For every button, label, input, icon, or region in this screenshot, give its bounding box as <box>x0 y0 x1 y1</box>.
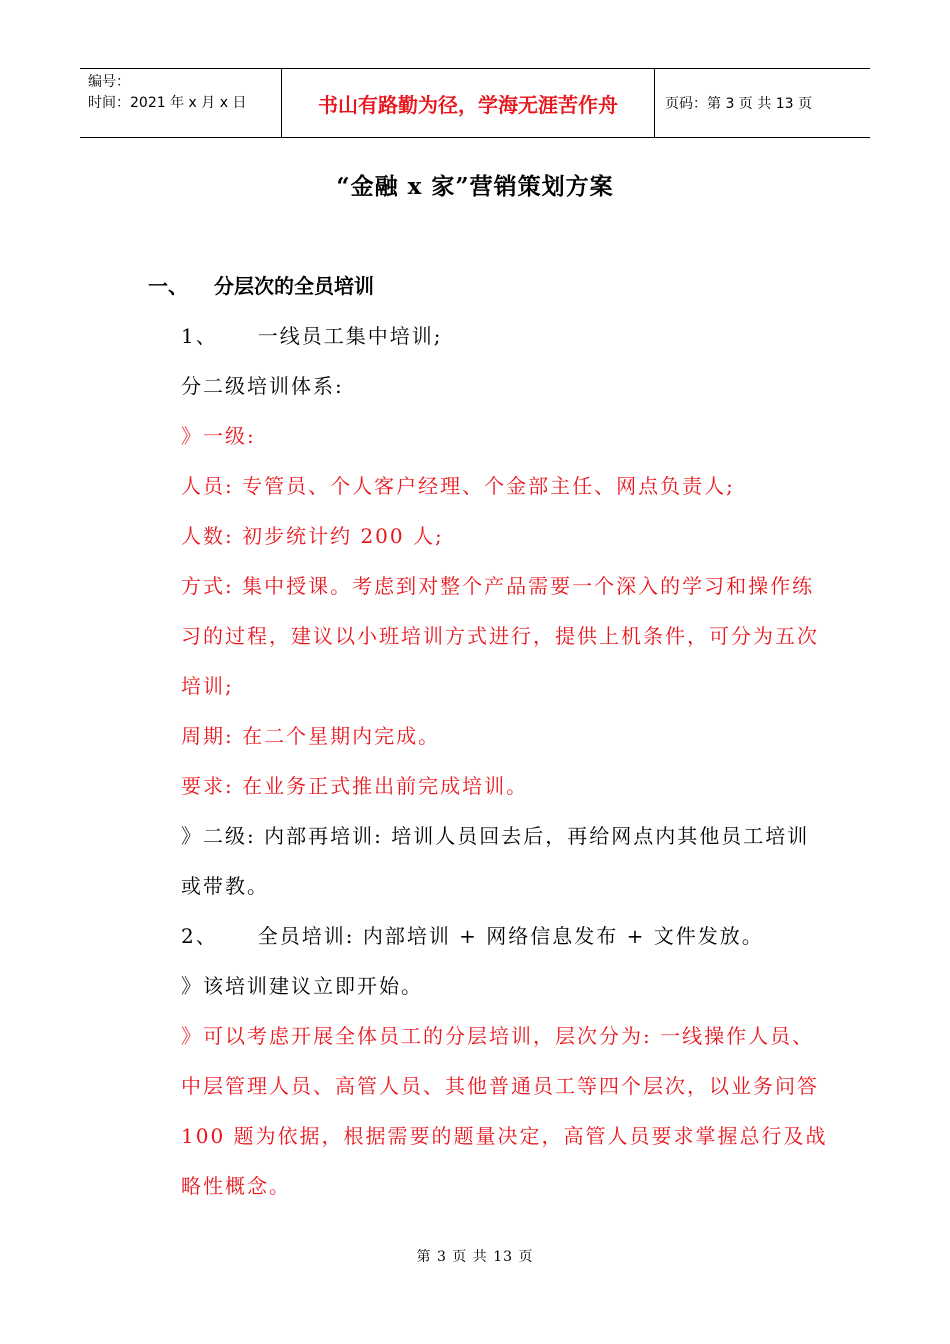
paragraph-line: 》可以考虑开展全体员工的分层培训，层次分为: 一线操作人员、 <box>181 1024 815 1048</box>
paragraph-line: 周期: 在二个星期内完成。 <box>181 724 441 748</box>
paragraph-line: 人员: 专管员、个人客户经理、个金部主任、网点负责人; <box>181 474 735 498</box>
paragraph-line: 或带教。 <box>181 874 269 898</box>
paragraph-line: 要求: 在业务正式推出前完成培训。 <box>181 774 529 798</box>
item-number: 1、 <box>181 324 218 348</box>
paragraph-line: 分二级培训体系: <box>181 374 344 398</box>
item-text: 一线员工集中培训; <box>257 324 443 348</box>
paragraph-line: 》该培训建议立即开始。 <box>181 974 423 998</box>
paragraph-line: 习的过程，建议以小班培训方式进行，提供上机条件，可分为五次 <box>181 624 819 648</box>
paragraph-line: 100 题为依据，根据需要的题量决定，高管人员要求掌握总行及战 <box>181 1124 828 1148</box>
section-number: 一、 <box>148 274 188 298</box>
page-footer: 第 3 页 共 13 页 <box>416 1249 534 1265</box>
serial-label: 编号： <box>88 74 130 90</box>
section-heading <box>148 270 374 299</box>
page-label: 页码：第 3 页 共 13 页 <box>665 96 812 112</box>
header-meta <box>80 69 282 137</box>
motto: 书山有路勤为径，学海无涯苦作舟 <box>282 69 655 137</box>
paragraph-line: 中层管理人员、高管人员、其他普通员工等四个层次，以业务问答 <box>181 1074 819 1098</box>
document-title: “金融 x 家”营销策划方案 <box>336 173 614 200</box>
paragraph-line: 人数: 初步统计约 200 人; <box>181 524 444 548</box>
list-item-1 <box>181 320 442 349</box>
section-heading-text: 分层次的全员培训 <box>214 274 374 298</box>
paragraph-line: 方式: 集中授课。考虑到对整个产品需要一个深入的学习和操作练 <box>181 574 815 598</box>
item-number: 2、 <box>181 924 218 948</box>
item-text: 全员培训: 内部培训 + 网络信息发布 + 文件发放。 <box>257 924 764 948</box>
date-label: 时间：2021 年 x 月 x 日 <box>88 95 247 111</box>
header-table <box>80 68 870 138</box>
paragraph-line: 略性概念。 <box>181 1174 291 1198</box>
list-item-2 <box>181 920 764 949</box>
paragraph-line: 培训; <box>181 674 234 698</box>
paragraph-line: 》一级: <box>181 424 256 448</box>
paragraph-line: 》二级: 内部再培训: 培训人员回去后，再给网点内其他员工培训 <box>181 824 810 848</box>
